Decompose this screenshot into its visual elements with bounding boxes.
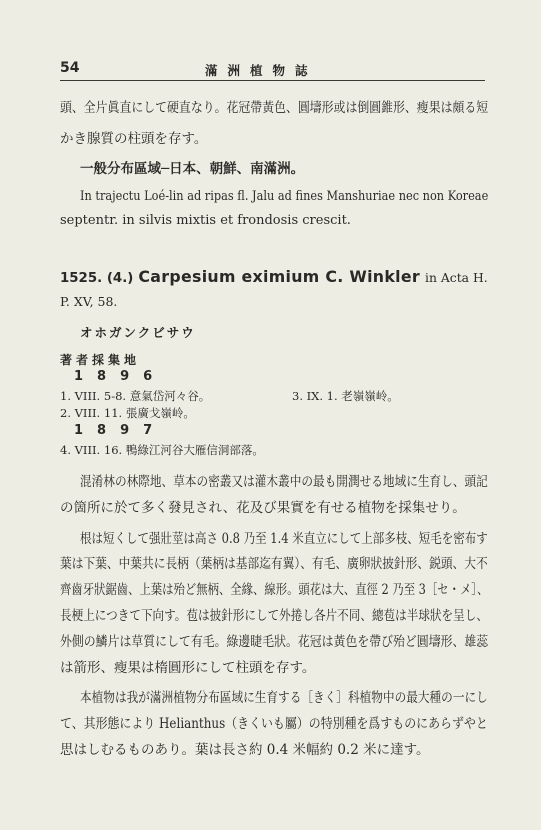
description-line-3: 齊齒牙狀鋸齒、上葉は殆ど無柄、全緣、線形。頭花は大、直徑 2 乃至 3［セ・メ］、 xyxy=(60,582,489,598)
header-rule xyxy=(60,80,485,81)
description-line-6: は箭形、瘦果は楕圓形にして柱頭を存す。 xyxy=(60,660,316,676)
description-line-2: 葉は下葉、中葉共に長柄（葉柄は基部迄有翼）、有毛、廣卵狀披針形、鋭頭、大不 xyxy=(60,556,488,572)
locality-record-1: 1. VIII. 5-8. 意氣岱河々谷。 xyxy=(60,389,211,403)
species-name: Carpesium eximium C. Winkler xyxy=(138,267,421,286)
continuation-line-1: 頭、全片眞直にして硬直なり。花冠帶黃色、圓壔形或は倒圓錐形、瘦果は頗る短 xyxy=(60,100,489,116)
species-heading xyxy=(60,267,488,286)
description-line-5: 外側の鱗片は草質にして有毛。綠邊睫毛狀。花冠は黃色を帶び殆ど圓壔形、雄蕊 xyxy=(60,634,489,650)
habitat-line-1: 混淆林の林際地、草本の密叢又は灌木叢中の最も開潤せる地域に生育し、頭記 xyxy=(80,474,488,490)
locality-record-3: 3. IX. 1. 老嶺嶺岭。 xyxy=(292,389,399,403)
latin-line-2: septentr. in silvis mixtis et frondosis crescit. xyxy=(60,213,351,228)
remarks-line-1: 本植物は我が滿洲植物分布區域に生育する［きく］科植物中の最大種の一にし xyxy=(80,690,488,706)
habitat-line-2: の箇所に於て多く發見され、花及び果實を有せる植物を採集せり。 xyxy=(60,500,466,516)
running-title: 滿洲植物誌 xyxy=(205,63,318,78)
remarks-line-2: て、其形態により Helianthus（きくいも屬）の特別種を爲すものにあらずやと xyxy=(60,716,488,732)
description-line-1: 根は短くして强壯莖は高さ 0.8 乃至 1.4 米直立にして上部多枝、短毛を密布す xyxy=(80,531,488,547)
species-authority: in Acta H. xyxy=(425,270,488,285)
description-line-4: 長梗上につきて下向す。苞は披針形にして外捲し各片不同、總苞は半球狀を呈し、 xyxy=(60,608,488,624)
species-number: 1525. (4.) xyxy=(60,270,134,286)
distribution-line: 一般分布區域─日本、朝鮮、南滿洲。 xyxy=(80,161,305,177)
year-1896: 1896 xyxy=(74,369,167,384)
continuation-line-2: かき腺質の柱頭を存す。 xyxy=(60,131,208,147)
species-authority-line-2: P. XV, 58. xyxy=(60,294,118,309)
japanese-name: オホガンクビサウ xyxy=(80,325,196,340)
locality-record-2: 2. VIII. 11. 張廣戈嶺岭。 xyxy=(60,406,195,420)
localities-heading: 著者採集地 xyxy=(60,353,141,367)
locality-record-4: 4. VIII. 16. 鴨綠江河谷大雁信洞部落。 xyxy=(60,443,264,457)
remarks-line-3: 思はしむるものあり。葉は長さ約 0.4 米幅約 0.2 米に達す。 xyxy=(60,742,430,758)
latin-line-1: In trajectu Loé-lin ad ripas fl. Jalu ad fines Manshuriae nec non Koreae xyxy=(80,189,489,204)
year-1897: 1897 xyxy=(74,423,167,438)
page-number: 54 xyxy=(60,60,80,76)
